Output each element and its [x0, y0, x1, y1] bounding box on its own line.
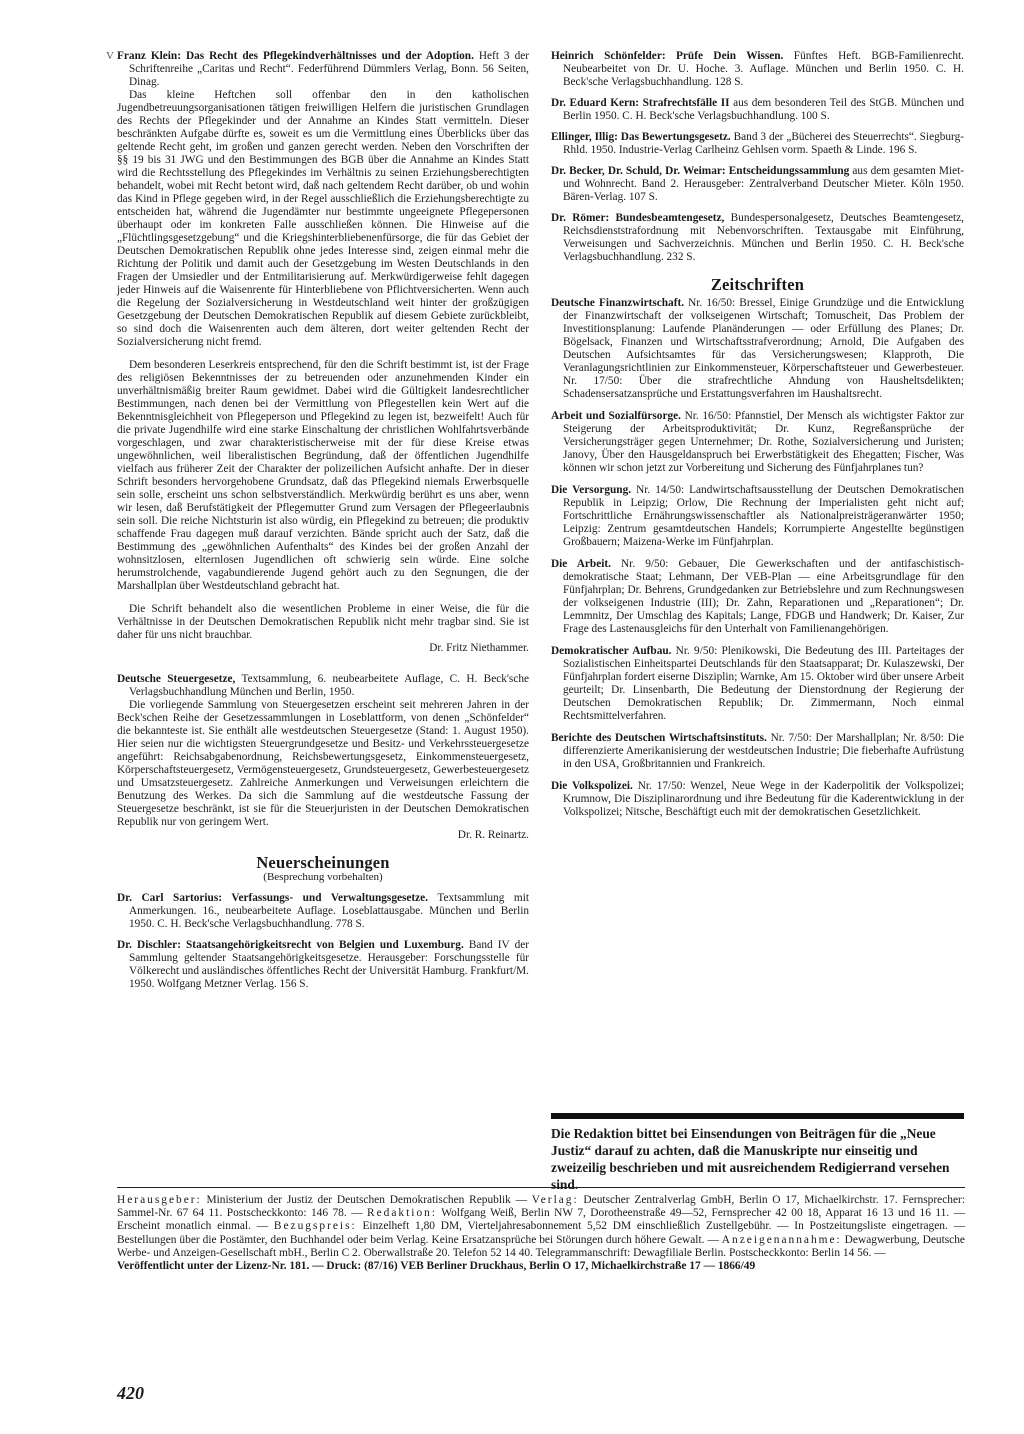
journal-title: Die Volkspolizei.: [551, 780, 633, 792]
editorial-notice-text: Die Redaktion bittet bei Einsendungen von Beiträgen für die „Neue Justiz“ darauf zu achten, daß die Manuskripte nur einseitig und zweizeilig beschrieben und mit ausreichendem Redigierrand versehen sind.: [551, 1126, 950, 1192]
margin-mark: V: [106, 50, 114, 62]
book-text: Fünftes Heft. BGB-Familienrecht. Neubearbeitet von Dr. U. Hoche. 3. Auflage. München und Berlin 1950. C. H. Beck'sche Verlagsbuchhandlung. 128 S.: [563, 50, 964, 88]
book-title: Dr. Römer: Bundesbeamtengesetz,: [551, 212, 725, 224]
verlag-text: Deutscher Zentralverlag GmbH, Berlin O 17, Michaelkirchstr. 17. Fernsprecher: Sammel-Nr. 67 64 11. Postscheckkonto: 146 78. —: [117, 1194, 965, 1220]
neuerscheinung-title: Dr. Carl Sartorius: Verfassungs- und Verwaltungsgesetze.: [117, 892, 429, 904]
zeitschriften-heading: Zeitschriften: [710, 275, 805, 294]
neuerscheinung-text: Textsammlung mit Anmerkungen. 16., neubearbeitete Auflage. Loseblattausgabe. München und Berlin 1950. C. H. Beck'sche Verlagsbuchhandlung. 778 S.: [129, 892, 529, 930]
review-steuergesetze-citation: [117, 673, 529, 699]
journal-title: Demokratischer Aufbau.: [551, 645, 672, 657]
anzeigen-text: Dewagwerbung, Deutsche Werbe- und Anzeigen-Gesellschaft mbH., Berlin C 2. Oberwallstraße 20. Telefon 52 14 40. Telegrammanschrift: Dewagfiliale Berlin. Postscheckkonto: Berlin 14 56. —: [117, 1233, 965, 1259]
journal-item: [551, 780, 964, 819]
journal-text: Nr. 16/50: Bressel, Einige Grundzüge und die Entwicklung der Finanzwirtschaft der volkseigenen Wirtschaft; Tomuscheit, Das Problem der Investitionsplanung: Laufende Planänderungen — oder Erfüllung des Planes; Dr. Bögelsack, Finanzen und Wirtschaftsstrafverordnung; Arnold, Die Aufgaben des Deutschen Aufsichtsamtes für das Versicherungswesen; Klapproth, Die Veranlagungsrichtlinien zur Einkommensteuer, Körperschaftsteuer und Gewerbesteuer. Nr. 17/50: Über die strafrechtliche Ahndung von Hausheltsdelikten; Schadensersatzansprüche und Erstattungsverfahren im Haushaltsrecht.: [563, 297, 964, 400]
journal-title: Die Arbeit.: [551, 558, 611, 570]
review-klein-signature: Dr. Fritz Niethammer.: [429, 642, 529, 654]
bezugspreis-text: Einzelheft 1,80 DM, Vierteljahresabonnement 5,52 DM einschließlich Zustellgebühr. — In Postzeitungsliste eingetragen. — Bestellungen über die Postämter, den Buchhandel oder beim Verlag. Keine Ersatzansprüche bei Störungen durch höhere Gewalt. —: [117, 1220, 965, 1246]
journal-text: Nr. 7/50: Der Marshallplan; Nr. 8/50: Die differenzierte Amerikanisierung der westdeutschen Industrie; Die fieberhafte Aufrüstung in den USA, Großbritannien und Frankreich.: [563, 732, 965, 770]
review-klein-title: Franz Klein: Das Recht des Pflegekindverhältnisses und der Adoption.: [117, 50, 474, 62]
book-item: [551, 50, 964, 89]
book-item: [551, 165, 964, 204]
bezugspreis-label: Bezugspreis:: [273, 1220, 357, 1233]
book-title: Ellinger, Illig: Das Bewertungsgesetz.: [551, 131, 731, 143]
page-number: 420: [117, 1383, 144, 1403]
book-text: aus dem besonderen Teil des StGB. München und Berlin 1950. C. H. Beck'sche Verlagsbuchhandlung. 100 S.: [563, 97, 964, 122]
journal-text: Nr. 16/50: Pfannstiel, Der Mensch als wichtigster Faktor zur Steigerung der Arbeitsproduktivität; Dr. Kunz, Regreßansprüche der Versicherungsträger gegen Unternehmer; Dr. Rothe, Sozialversicherung und Juristen; Janovy, Über den Hausgeldanspruch bei Erwerbstätigkeit des Ehegatten; Fischer, Was können wir schon jetzt zur Vorbereitung und Sicherung des Fünfjahrplanes tun?: [563, 410, 965, 474]
book-text: Band 3 der „Bücherei des Steuerrechts“. Siegburg-Rhld. 1950. Industrie-Verlag Carlheinz Gehlsen vorm. Spaeth & Linde. 196 S.: [563, 131, 964, 156]
review-steuergesetze-signature: Dr. R. Reinartz.: [457, 829, 529, 841]
redaktion-label: Redaktion:: [367, 1207, 437, 1220]
journal-text: Nr. 14/50: Landwirtschaftsausstellung der Deutschen Demokratischen Republik in Leipzig; Orlow, Die Rechnung der Imperialisten geht nicht auf; Fortschrittliche Ernährungswissenschaftler als Nationalpreisträgeranwärter 1950; Leipzig: Zentrum gesamtdeutschen Handels; Korrumpierte Angestellte begünstigen Großbauern; Maizena-Werke im Fünfjahrplan.: [563, 484, 965, 548]
neuerscheinung-title: Dr. Dischler: Staatsangehörigkeitsrecht von Belgien und Luxemburg.: [117, 939, 464, 951]
left-column: [117, 50, 529, 999]
print-imprint: Veröffentlicht unter der Lizenz-Nr. 181. — Druck: (87/16) VEB Berliner Druckhaus, Berlin O 17, Michaelkirchstraße 17 — 1866/49: [117, 1260, 756, 1273]
anzeigen-label: Anzeigenannahme:: [721, 1233, 842, 1246]
neuerscheinungen-heading: Neuerscheinungen: [256, 853, 390, 872]
journal-title: Die Versorgung.: [551, 484, 632, 496]
journal-text: Nr. 17/50: Wenzel, Neue Wege in der Kaderpolitik der Volkspolizei; Krumnow, Die Disziplinarordnung und ihre Bedeutung für die Kaderentwicklung in der Volkspolizei; Nitsche, Beschäftigt euch mit der demokratischen Gesetzlichkeit.: [563, 780, 964, 818]
imprint-text: [117, 1194, 965, 1260]
herausgeber-text: Ministerium der Justiz der Deutschen Demokratischen Republik —: [201, 1194, 532, 1206]
journal-title: Deutsche Finanzwirtschaft.: [551, 297, 685, 309]
review-klein-citation: [117, 50, 529, 89]
review-klein: [117, 50, 529, 655]
journal-item: [551, 645, 964, 723]
review-klein-paragraph-2: Dem besonderen Leserkreis entsprechend, für den die Schrift bestimmt ist, ist der Frage des religiösen Bekenntnisses der zu betreuenden oder anzunehmenden Kinder ein unverhältnismäßig breiter Raum gewidmet. Dabei wird die Gültigkeit landesrechtlicher Bestimmungen, nach denen bei der Vermittlung von Pflegestellen kein Wert auf die Bekenntnisgleichheit von Pflegeperson und Pflegekind zu legen ist, bezweifelt! Auch für die private Jugendhilfe wird eine starke Einschaltung der christlichen Wohlfahrtsverbände vorgeschlagen, und zwar charakteristischerweise mit der für diese Kreise etwas ungewöhnlichen, weil liberalistischen Begründung, daß der öffentlichen Jugendhilfe vielfach aus früherer Zeit der Charakter der polizeilichen Aufsicht anhafte. Der in dieser Schrift besonders hervorgehobene Grundsatz, daß das Pflegekind niemals Erwerbsquelle sein solle, erscheint uns schon selbstverständlich. Merkwürdig berührt es uns aber, wenn wir lesen, daß Berufstätigkeit der Pflegemutter Grund zum Versagen der Pflegeerlaubnis sein soll. Die reiche Nichtsturin ist also würdig, ein Pflegekind zu betreuen; die produktiv schaffende Frau dagegen muß darauf verzichten. Bände spricht auch der Satz, daß die Bestimmung des „gewöhnlichen Aufenthalts“ des Kindes bei der großen Anzahl der wohnsitzlosen, elternlosen Jugendlichen oft schwierig sein würde. Eine solche herumstrolchende, vagabundierende Jugend gehört auch zu den Segnungen, die der Marshallplan über Westdeutschland gebracht hat.: [117, 359, 529, 592]
neuerscheinung-text: Band IV der Sammlung geltender Staatsangehörigkeitsgesetze. Herausgeber: Forschungsstelle für Völkerecht und ausländisches öffentliches Recht der Universität Hamburg. Frankfurt/M. 1950. Wolfgang Metzner Verlag. 156 S.: [129, 939, 529, 990]
journal-item: [551, 410, 964, 475]
book-title: Dr. Eduard Kern: Strafrechtsfälle II: [551, 97, 730, 109]
review-klein-paragraph-3: Die Schrift behandelt also die wesentlichen Probleme in einer Weise, die für die Verhältnisse in der Deutschen Demokratischen Republik nicht mehr tragbar sind. Sie ist daher für uns nicht brauchbar.: [117, 603, 529, 641]
journal-title: Berichte des Deutschen Wirtschaftsinstituts.: [551, 732, 767, 744]
journal-text: Nr. 9/50: Gebauer, Die Gewerkschaften und der antifaschistisch-demokratische Staat; Lehmann, Der VEB-Plan — eine Arbeitsgrundlage für den Fünfjahrplan; Dr. Behrens, Grundgedanken zur Betriebslehre und zum Rechnungswesen der volkseigenen Industrie (III); Dr. Zahn, Reparationen und „Reparationen“; Dr. Lemmnitz, Der Umschlag des Kapitals; Lange, FDGB und Handwerk; Dr. Kaiser, Zur Frage des Lastenausgleichs für den Unterhalt von Familienangehörigen.: [563, 558, 964, 635]
right-column: [551, 50, 964, 828]
journal-item: [551, 558, 964, 636]
book-item: [551, 97, 964, 123]
review-steuergesetze-meta: Textsammlung, 6. neubearbeitete Auflage, C. H. Beck'sche Verlagsbuchhandlung München und Berlin, 1950.: [129, 673, 529, 698]
book-title: Dr. Becker, Dr. Schuld, Dr. Weimar: Entscheidungssammlung: [551, 165, 850, 177]
verlag-label: Verlag:: [531, 1194, 579, 1206]
review-steuergesetze: [117, 673, 529, 842]
journal-item: [551, 484, 964, 549]
book-text: aus dem gesamten Miet- und Wohnrecht. Band 2. Herausgeber: Zentralverband Deutscher Mieter. Köln 1950. Bären-Verlag. 107 S.: [563, 165, 964, 203]
book-item: [551, 131, 964, 157]
journal-item: [551, 732, 964, 771]
journal-text: Nr. 9/50: Plenikowski, Die Bedeutung des III. Parteitages der Sozialistischen Einheitspartei Deutschlands für den Staatsapparat; Dr. Kulaszewski, Der Fünfjahrplan fordert eiserne Disziplin; Warnke, Am 15. Oktober wird über unsere Arbeit geurteilt; Dr. Linsenbarth, Die Bedeutung der Dienstordnung der Regierung der Deutschen Demokratischen Republik; Dr. Zimmermann, Noch einmal Rechtsmittelverfahren.: [563, 645, 964, 722]
review-klein-paragraph-1: Das kleine Heftchen soll offenbar den in den katholischen Jugendbetreuungsorganisationen tätigen freiwilligen Helfern die juristischen Grundlagen des Rechts der Pflegekinder und der Annahme an Kindes Statt vermitteln. Dieser beschränkten Aufgabe dürfte es, soweit es um die Vermittlung eines Überblicks über das geltende Recht geht, im großen und ganzen gerecht werden. Neben den Vorschriften der §§ 19 bis 31 JWG und den Bestimmungen des BGB über die Annahme an Kindes Statt wird die Rechtsstellung des Pflegekindes im Verhältnis zu seinen Erziehungsberechtigten behandelt, wobei mit Recht betont wird, daß nach geltendem Recht darüber, ob und wohin das Kind in Pflege gegeben wird, in der Regel ausschließlich die Erziehungsberechtigte zu entscheiden hat, während die Jugendämter nur bestimmte ungeeignete Pflegepersonen überhaupt oder im konkreten Falle ausschließen können. Die Hinweise auf die „Flüchtlingsgesetzgebung“ und die Kriegshinterbliebenenfürsorge, die für das Gebiet der Deutschen Demokratischen Republik ohne jedes Interesse sind, zeigen einmal mehr die Richtung der Politik und damit auch der Gesetzgebung im Westen Deutschlands in den Fragen der Umsiedler und der Entmilitarisierung auf. Merkwürdigerweise fehlt dagegen jeder Hinweis auf die Waisenrente für Hinterbliebene von Pflichtversicherten. Wenn auch die Regelung der Sozialversicherung in Westdeutschland weit hinter der großzügigen Gesetzgebung der Deutschen Demokratischen Republik auf diesem Gebiete zurückbleibt, so sind doch die Waisenrenten auch dem älteren, dort weiter geltenden Recht der Sozialversicherung nicht fremd.: [117, 89, 529, 348]
book-text: Bundespersonalgesetz, Deutsches Beamtengesetz, Reichsdienststrafordnung mit Nebenvorschriften. Textausgabe mit Einführung, Verweisungen und Sachverzeichnis. München und Berlin 1950. C. H. Beck'sche Verlagsbuchhandlung. 232 S.: [563, 212, 964, 263]
review-steuergesetze-paragraph: Die vorliegende Sammlung von Steuergesetzen erscheint seit mehreren Jahren in der Beck'schen Reihe der Gesetzessammlungen in Loseblattform, von denen „Schönfelder“ die bekannteste ist. Sie enthält alle westdeutschen Steuergesetze (Stand: 1. August 1950). Hier seien nur die wichtigsten Steuergrundgesetze und Besitz- und Verkehrssteuergesetze angeführt: Reichsabgabenordnung, Reichsbewertungsgesetz, Einkommensteuergesetz, Körperschaftsteuergesetz, Vermögensteuergesetz, Grundsteuergesetz, Gewerbesteuergesetz und Umsatzsteuergesetz. Zahlreiche Anmerkungen und Verweisungen erleichtern die Benutzung des Werkes. Da sich die Sammlung auf die westdeutsche Fassung der Steuergesetze beschränkt, ist sie für die Steuerjuristen in der Deutschen Demokratischen Republik nur von geringem Wert.: [117, 699, 529, 828]
herausgeber-label: Herausgeber:: [117, 1194, 202, 1206]
neuerscheinung-item: [117, 939, 529, 991]
imprint-footer: [117, 1187, 965, 1273]
book-title: Heinrich Schönfelder: Prüfe Dein Wissen.: [551, 50, 784, 62]
neuerscheinungen-subheading: (Besprechung vorbehalten): [263, 871, 383, 883]
redaktion-text: Wolfgang Weiß, Berlin NW 7, Dorotheenstraße 49—52, Fernsprecher 42 00 18, Apparat 16 13 und 16 11. — Erscheint monatlich einmal. —: [117, 1207, 966, 1233]
book-item: [551, 212, 964, 264]
journal-title: Arbeit und Sozialfürsorge.: [551, 410, 681, 422]
journal-item: [551, 297, 964, 401]
editorial-notice: [551, 1113, 964, 1193]
review-steuergesetze-title: Deutsche Steuergesetze,: [117, 673, 236, 685]
review-klein-meta: Heft 3 der Schriftenreihe „Caritas und Recht“. Federführend Dümmlers Verlag, Bonn. 56 Seiten, Dinag.: [129, 50, 529, 88]
neuerscheinung-item: [117, 892, 529, 931]
